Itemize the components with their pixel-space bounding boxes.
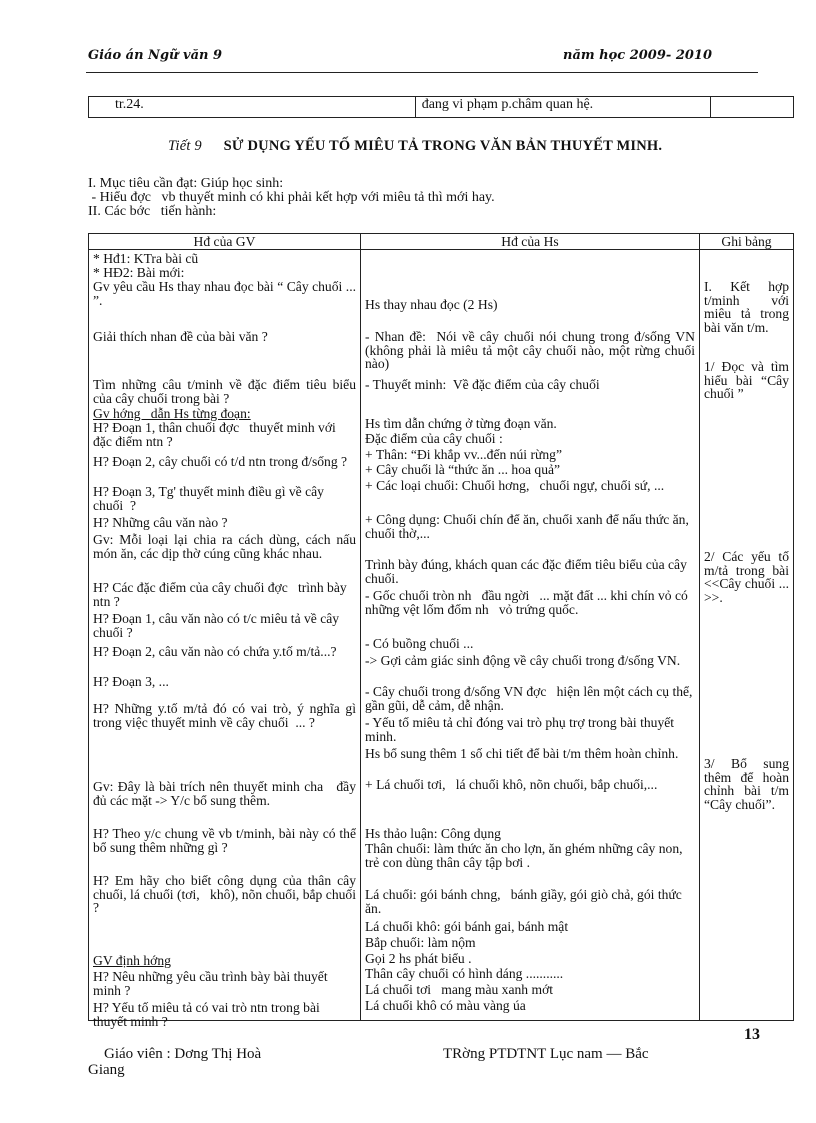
hs-line: + Lá chuối tơi, lá chuối khô, nõn chuối, bắp chuối,...: [365, 777, 658, 792]
intro-section: [88, 177, 495, 219]
top-row-empty: [711, 97, 794, 118]
hs-line: + Cây chuối là “thức ăn ... hoa quả”: [365, 462, 561, 477]
gv-line: H? Những câu văn nào ?: [93, 515, 228, 530]
hs-line: + Công dụng: Chuối chín để ăn, chuối xanh để nấu thức ăn, chuối thờ,...: [365, 512, 693, 541]
hs-line: Lá chuối khô có màu vàng úa: [365, 998, 526, 1013]
gv-line: H? Đoạn 1, thân chuối đợc thuyết minh với đặc điểm ntn ?: [93, 420, 340, 449]
gv-line: H? Em hãy cho biết công dụng của thân cây chuối, lá chuối (tơi, khô), nõn chuối, bắp chuối ?: [93, 873, 360, 916]
hs-line: + Các loại chuối: Chuối hơng, chuối ngự, chuối sứ, ...: [365, 478, 665, 493]
hs-line: -> Gợi cảm giác sinh động về cây chuối trong đ/sống VN.: [365, 653, 681, 668]
steps-line: II. Các bớc tiến hành:: [88, 204, 217, 219]
top-row-right: đang vi phạm p.châm quan hệ.: [415, 97, 710, 118]
footer-teacher: Giáo viên : Dơng Thị Hoà: [104, 1046, 262, 1062]
hs-line: Gọi 2 hs phát biểu .: [365, 951, 472, 966]
gb-line: 2/ Các yếu tố m/tả trong bài <<Cây chuối ... >>.: [704, 549, 793, 605]
gv-line: H? Nêu những yêu cầu trình bày bài thuyết minh ?: [93, 969, 332, 998]
gv-line: H? Yếu tố miêu tả có vai trò ntn trong bài thuyết minh ?: [93, 1000, 324, 1029]
hs-line: Hs bổ sung thêm 1 số chi tiết để bài t/m thêm hoàn chỉnh.: [365, 746, 679, 761]
gv-line: Tìm những câu t/minh về đặc điểm tiêu biểu của cây chuối trong bài ?: [93, 377, 360, 406]
lesson-title: [168, 138, 662, 155]
lesson-table: [88, 233, 794, 1029]
gv-line: * Hđ1: KTra bài cũ: [93, 251, 199, 266]
gv-line: H? Đoạn 1, câu văn nào có t/c miêu tả về cây chuối ?: [93, 611, 343, 640]
gv-line: H? Các đặc điểm của cây chuối đợc trình bày ntn ?: [93, 580, 351, 609]
ghi-bang-column: [700, 250, 794, 1021]
hs-line: - Thuyết minh: Về đặc điểm của cây chuối: [365, 377, 600, 392]
gv-line: Gv hớng dẫn Hs từng đoạn:: [93, 406, 251, 421]
hs-line: Thân cây chuối có hình dáng ...........: [365, 966, 564, 981]
footer-school: TRờng PTDTNT Lục nam — Bắc: [443, 1046, 649, 1062]
hs-line: Trình bày đúng, khách quan các đặc điểm tiêu biểu của cây chuối.: [365, 557, 691, 586]
hs-line: Lá chuối tơi mang màu xanh mớt: [365, 982, 554, 997]
previous-page-table-row: [88, 96, 794, 118]
gv-line: H? Đoạn 2, câu văn nào có chứa y.tố m/tả...?: [93, 644, 337, 659]
gv-line: Giải thích nhan đề của bài văn ?: [93, 329, 268, 344]
hs-line: - Yếu tố miêu tả chỉ đóng vai trò phụ trợ trong bài thuyết minh.: [365, 715, 678, 744]
header-rule: [86, 72, 758, 73]
gb-line: I. Kết hợp t/minh với miêu tả trong bài văn t/m.: [704, 279, 793, 335]
gv-line: Gv: Đây là bài trích nên thuyết minh cha đầy đủ các mặt -> Y/c bổ sung thêm.: [93, 779, 360, 808]
gv-line: Gv: Mỗi loại lại chia ra cách dùng, cách nấu món ăn, các dịp thờ cúng cũng khác nhau.: [93, 532, 360, 561]
objective-line: I. Mục tiêu cần đạt: Giúp học sinh:: [88, 176, 284, 191]
header-gv: Hđ của GV: [89, 234, 361, 250]
hs-line: + Thân: “Đi khắp vv...đến núi rừng”: [365, 447, 562, 462]
gb-line: 1/ Đọc và tìm hiểu bài “Cây chuối ”: [704, 359, 793, 402]
gv-line: H? Theo y/c chung về vb t/minh, bài này có thể bổ sung thêm những gì ?: [93, 826, 360, 855]
hs-line: - Có buồng chuối ...: [365, 636, 474, 651]
gv-column: [89, 250, 361, 1029]
top-row-left: tr.24.: [89, 97, 416, 118]
header-school-year: năm học 2009- 2010: [563, 48, 713, 63]
hs-line: Hs thảo luận: Công dụng: [365, 826, 501, 841]
gv-line: H? Đoạn 2, cây chuối có t/d ntn trong đ/sống ?: [93, 454, 348, 469]
header-ghi-bang: Ghi bảng: [700, 234, 794, 250]
hs-line: Bắp chuối: làm nộm: [365, 935, 476, 950]
objective-detail: - Hiểu đợc vb thuyết minh có khi phải kết hợp với miêu tả thì mới hay.: [88, 190, 495, 205]
hs-line: Đặc điểm của cây chuối :: [365, 431, 503, 446]
hs-line: - Cây chuối trong đ/sống VN đợc hiện lên một cách cụ thể, gần gũi, dễ cảm, dễ nhận.: [365, 684, 696, 713]
hs-line: Thân chuối: làm thức ăn cho lợn, ăn ghém những cây non, trẻ con dùng thân cây tập bơi .: [365, 841, 686, 870]
hs-line: - Gốc chuối tròn nh đầu ngời ... mặt đất ... khi chín vỏ có những vệt lốm đốm nh vỏ trứng quốc.: [365, 588, 692, 617]
gv-line: GV định hớng: [93, 953, 171, 968]
gv-line: * HĐ2: Bài mới:: [93, 265, 185, 280]
gv-line: H? Đoạn 3, ...: [93, 674, 169, 689]
hs-column: [361, 250, 700, 1021]
hs-line: Lá chuối: gói bánh chng, bánh giầy, gói giò chả, gói thức ăn.: [365, 887, 686, 916]
gv-line: H? Những y.tố m/tả đó có vai trò, ý nghĩa gì trong việc thuyết minh về cây chuối ... ?: [93, 701, 360, 730]
page-number: 13: [744, 1026, 760, 1043]
hs-line: Lá chuối khô: gói bánh gai, bánh mật: [365, 919, 569, 934]
header-hs: Hđ của Hs: [361, 234, 700, 250]
header-title: Giáo án Ngữ văn 9: [88, 48, 223, 63]
hs-line: Hs thay nhau đọc (2 Hs): [365, 297, 498, 312]
hs-line: Hs tìm dẫn chứng ở từng đoạn văn.: [365, 416, 557, 431]
lesson-title-text: SỬ DỤNG YẾU TỐ MIÊU TẢ TRONG VĂN BẢN THUYẾT MINH.: [223, 138, 663, 154]
gv-line: H? Đoạn 3, Tg' thuyết minh điều gì về cây chuối ?: [93, 484, 328, 513]
gv-line: Gv yêu cầu Hs thay nhau đọc bài “ Cây chuối ... ”.: [93, 279, 360, 308]
hs-line: - Nhan đề: Nói về cây chuối nói chung trong đ/sống VN (không phải là miêu tả một cây chuối nào, một rừng chuối nào): [365, 329, 699, 372]
footer-location: Giang: [88, 1062, 125, 1078]
lesson-number: Tiết 9: [168, 138, 202, 154]
gb-line: 3/ Bổ sung thêm để hoàn chỉnh bài t/m “Cây chuối”.: [704, 756, 793, 812]
